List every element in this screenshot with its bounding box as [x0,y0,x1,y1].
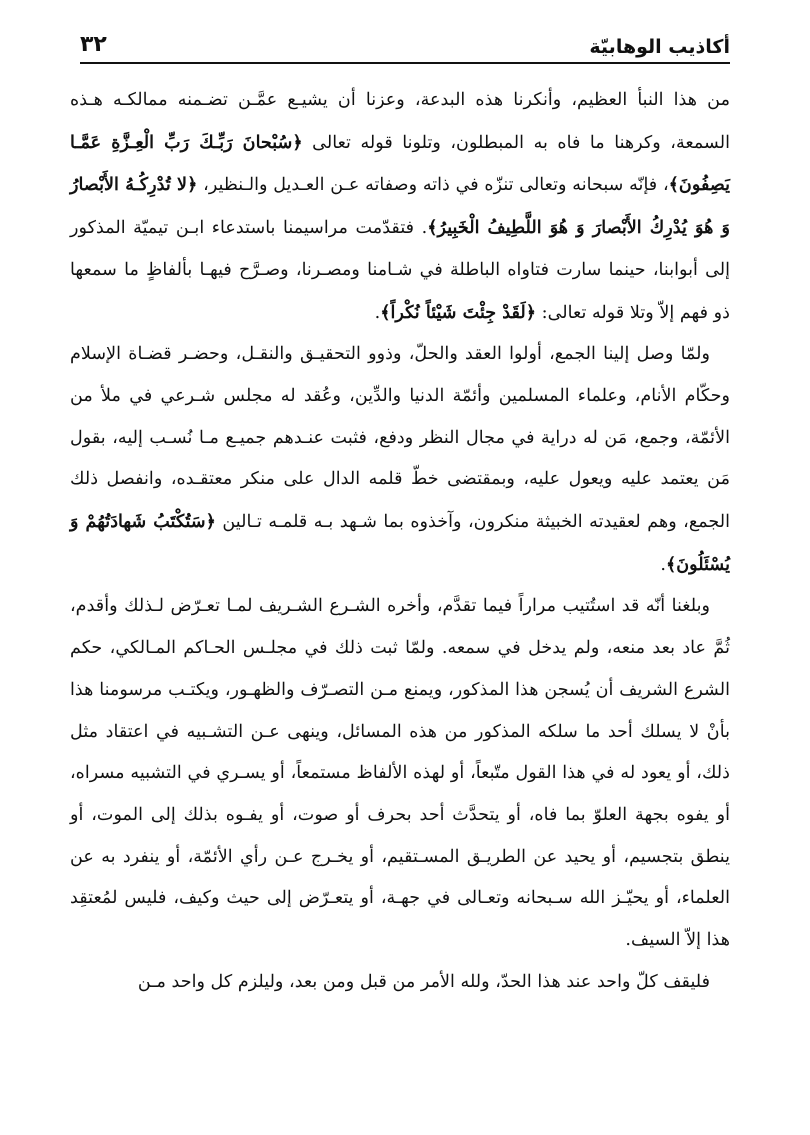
page-header [80,28,730,62]
paragraph-text: ، فإنّه سبحانه وتعالى تنزّه في ذاته وصفاته عـن العـديل والـنظير، [197,175,669,196]
paragraph-2 [70,334,730,586]
paragraph-3 [70,586,730,961]
paragraph-text: . [374,302,381,323]
paragraph-4 [70,962,730,1004]
paragraph-1 [70,80,730,334]
quran-verse: ﴿لا تُدْرِكُـهُ الأَبْصارُ وَ هُوَ يُدْرِكُ الأَبْصارَ وَ هُوَ اللَّطِيفُ الْخَبِيرُ﴾ [70,174,730,239]
paragraph-text: ولمّا وصل إلينا الجمع، أولوا العقد والحلّ، وذوو التحقيـق والنقـل، وحضـر قضـاة الإسلام وحكّام الأنام، وعلماء المسلمين وأئمّة الدنيا والدِّين، وعُقد له مجلس شـرعي في ملأ من الأئمّة، وجمع، مَن له دراية في مجال النظر ودفع، فثبت عنـدهم جميـع مـا نُسـب إليه، بقول مَن يعتمد عليه ويعول عليه، وبمقتضى خطّ قلمه الدال على منكر معتقـده، وانفصل ذلك الجمع، وهم لعقيدته الخبيثة منكرون، وآخذوه بما شـهد بـه قلمـه تـالين [70,344,730,533]
paragraph-text: . [660,554,666,575]
paragraph-text: وبلغنا أنّه قد استُتيب مراراً فيما تقدَّم، وأخره الشـرع الشـريف لمـا تعـرّض لـذلك وأقدم، ثُمَّ عاد بعد منعه، ولم يدخل في سمعه. ولمّا ثبت ذلك في مجلـس الحـاكم المـالكي، حكم الشرع الشريف أن يُسجن هذا المذكور، ويمنع مـن التصـرّف والظهـور، ويكتـب مرسومنا هذا بأنْ لا يسلك أحد ما سلكه المذكور من هذه المسائل، وينهى عـن التشـبيه في اعتقاد مثل ذلك، أو يعود له في هذا القول متّبعاً، أو لهذه الألفاظ مستمعاً، أو يسـري في التشبيه مسراه، أو يفوه بجهة العلوّ بما فاه، أو يتحدَّث أحد بحرف أو صوت، أو يفـوه بذلك إلى الموت، أو ينطق بتجسيم، أو يحيد عن الطريـق المسـتقيم، أو يخـرج عـن رأي الأئمّة، أو ينفرد به عن العلماء، أو يحيّـز الله سـبحانه وتعـالى في جهـة، أو يتعـرّض إلى حيث وكيف، فليس لمُعتقِد هذا إلاّ السيف. [70,596,730,951]
paragraph-text: من هذا النبأ العظيم، وأنكرنا هذه البدعة، وعزنا أن يشيـع عمَّـن تضـمنه ممالكـه هـذه السمعة، وكرهنا ما فاه به المبطلون، وتلونا قوله تعالى [70,90,730,153]
page-number: ٣٢ [80,32,107,57]
paragraph-text: فليقف كلّ واحد عند هذا الحدّ، ولله الأمر من قبل ومن بعد، وليلزم كل واحد مـن [137,971,710,992]
header-rule [80,62,730,64]
quran-verse: ﴿لَقَدْ جِئْتَ شَيْئاً نُكْراً﴾ [380,301,537,323]
page-body [70,80,730,1003]
paragraph-text: . فتقدّمت مراسيمنا باستدعاء ابـن تيميّة المذكور إلى أبوابنا، حينما سارت فتاواه الباطلة في شـامنا ومصـرنا، وصـرَّح فيهـا بألفاظٍ ما سمعها ذو فهم إلاّ وتلا قوله تعالى: [70,218,730,323]
quran-verse: ﴿سُبْحانَ رَبِّـكَ رَبِّ الْعِـزَّةِ عَمَّـا يَصِفُونَ﴾ [70,131,730,196]
quran-verse: ﴿سَتُكْتَبُ شَهادَتُهُمْ وَ يُسْئَلُونَ﴾ [70,511,730,575]
running-title: أكاذيب الوهابيّة [589,36,730,58]
